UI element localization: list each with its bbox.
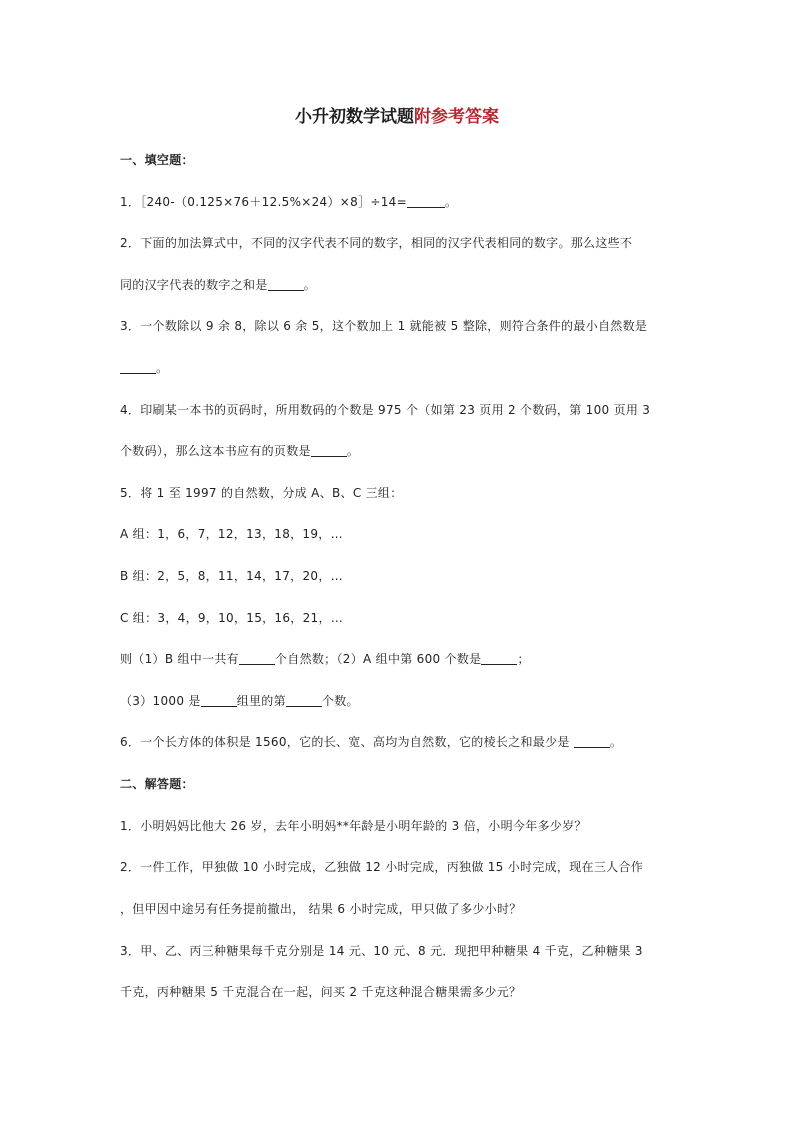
- question-5-sub-3-text-c: 个数。: [321, 694, 359, 708]
- question-5-sub-3-text-b: 组里的第: [236, 694, 286, 708]
- question-5-sub-1-2: [120, 649, 680, 669]
- question-5-sub-3: [120, 691, 680, 711]
- section-heading-fill-in: 一、填空题：: [120, 153, 194, 167]
- question-5-sub-3-text-a: （3）1000 是: [120, 694, 201, 708]
- answer-blank: [201, 692, 237, 707]
- question-6-text: 6．一个长方体的体积是 1560，它的长、宽、高均为自然数，它的棱长之和最少是: [120, 735, 570, 749]
- title-answer-note: 附参考答案: [414, 107, 499, 127]
- question-3-line-1: 3．一个数除以 9 余 8，除以 6 余 5，这个数加上 1 就能被 5 整除，则符合条件的最小自然数是: [120, 319, 648, 333]
- question-6-end: 。: [609, 735, 623, 749]
- answer-blank: [120, 359, 156, 374]
- answer-blank: [239, 650, 275, 665]
- question-2-text: 同的汉字代表的数字之和是: [120, 278, 268, 292]
- question-3-end: 。: [156, 361, 169, 375]
- question-4-line-1: 4．印刷某一本书的页码时，所用数码的个数是 975 个（如第 23 页用 2 个数码，第 100 页用 3: [120, 403, 651, 417]
- question-5-group-a: A 组：1，6，7，12，13，18，19，…: [120, 527, 343, 541]
- question-5-sub-2-text: 个自然数；（2）A 组中第 600 个数是: [274, 652, 482, 666]
- question-4-text: 个数码），那么这本书应有的页数是: [120, 444, 311, 458]
- question-1-text: 1．［240-（0.125×76＋12.5%×24）×8］÷14=: [120, 195, 407, 209]
- question-5-group-b: B 组：2，5，8，11，14，17，20，…: [120, 569, 343, 583]
- answer-blank: [407, 193, 445, 208]
- question-6: [120, 732, 680, 752]
- answer-blank: [574, 733, 610, 748]
- question-1: [120, 192, 680, 212]
- question-2-line-1: 2．下面的加法算式中，不同的汉字代表不同的数字，相同的汉字代表相同的数字。那么这些不: [120, 236, 633, 250]
- answer-blank: [311, 442, 347, 457]
- question-2-line-2: [120, 275, 680, 295]
- section-heading-problems: 二、解答题：: [120, 777, 194, 791]
- answer-blank: [481, 650, 517, 665]
- question-5-line-1: 5．将 1 至 1997 的自然数，分成 A、B、C 三组：: [120, 486, 403, 500]
- question-5-sub-2-end: ；: [517, 652, 530, 666]
- answer-blank: [268, 276, 304, 291]
- question-1-end: 。: [444, 195, 458, 209]
- problem-2-line-1: 2．一件工作，甲独做 10 小时完成，乙独做 12 小时完成，丙独做 15 小时完成，现在三人合作: [120, 860, 644, 874]
- answer-blank: [286, 692, 322, 707]
- question-4-end: 。: [346, 444, 360, 458]
- question-4-line-2: [120, 441, 680, 461]
- problem-2-line-2: ，但甲因中途另有任务提前撤出， 结果 6 小时完成，甲只做了多少小时？: [120, 902, 522, 916]
- question-3-line-2: [120, 358, 680, 378]
- question-2-end: 。: [303, 278, 316, 292]
- problem-3-line-2: 千克，丙种糖果 5 千克混合在一起，问买 2 千克这种混合糖果需多少元？: [120, 985, 522, 999]
- title-main: 小升初数学试题: [295, 107, 414, 127]
- problem-1: 1．小明妈妈比他大 26 岁，去年小明妈**年龄是小明年龄的 3 倍，小明今年多少岁？: [120, 819, 587, 833]
- page-title: [0, 104, 794, 130]
- problem-3-line-1: 3．甲、乙、丙三种糖果每千克分别是 14 元、10 元、8 元．现把甲种糖果 4 千克，乙种糖果 3: [120, 944, 643, 958]
- question-5-group-c: C 组：3，4，9，10，15，16，21，…: [120, 611, 344, 625]
- question-5-sub-1-text: 则（1）B 组中一共有: [120, 652, 239, 666]
